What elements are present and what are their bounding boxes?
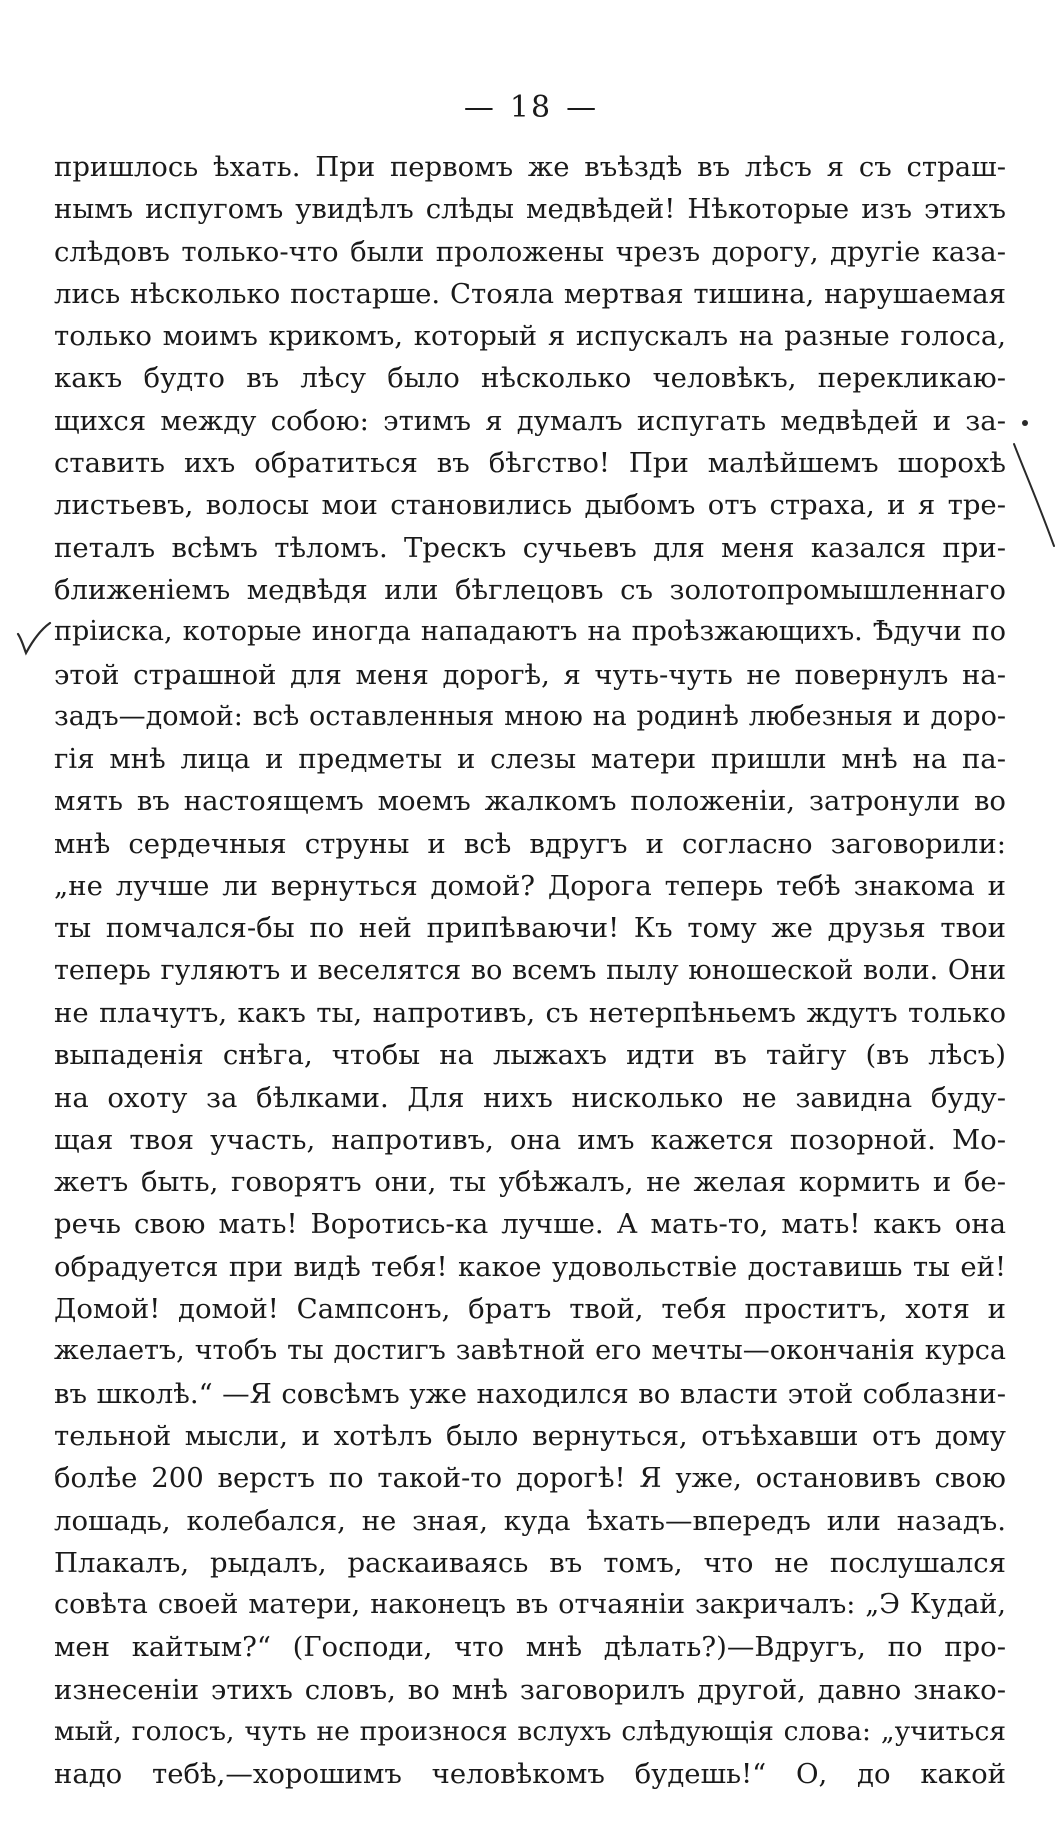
text-line: тельной мысли, и хотѣлъ было вернуться, отъѣхавши отъ дому <box>54 1419 1006 1452</box>
text-line: петалъ всѣмъ тѣломъ. Трескъ сучьевъ для меня казался при- <box>54 531 1006 564</box>
margin-dot-mark-icon <box>1022 420 1028 426</box>
text-line: только моимъ крикомъ, который я испускалъ на разные голоса, <box>54 320 1006 353</box>
text-line: мнѣ сердечныя струны и всѣ вдругъ и согласно заговорили: <box>54 827 1006 860</box>
text-line: Плакалъ, рыдалъ, раскаиваясь въ томъ, что не послушался <box>54 1546 1006 1579</box>
page-number: 18 <box>509 90 553 125</box>
text-line: лись нѣсколько постарше. Стояла мертвая тишина, нарушаемая <box>54 277 1006 310</box>
text-line: щихся между собою: этимъ я думалъ испугать медвѣдей и за- <box>54 404 1006 437</box>
text-line: ты помчался-бы по ней припѣваючи! Къ тому же друзья твои <box>54 912 1006 945</box>
page-number-header <box>0 88 1062 128</box>
text-line: Домой! домой! Сампсонъ, братъ твой, тебя проститъ, хотя и <box>54 1293 1006 1326</box>
text-line: пріиска, которые иногда нападаютъ на проѣзжающихъ. Ѣдучи по <box>54 616 1006 648</box>
text-line: „не лучше ли вернуться домой? Дорога теперь тебѣ знакома и <box>54 870 1006 903</box>
text-line: мен кайтым?“ (Господи, что мнѣ дѣлать?)—Вдругъ, по про- <box>54 1631 1006 1664</box>
text-line: выпаденія снѣга, чтобы на лыжахъ идти въ тайгу (въ лѣсъ) <box>54 1039 1006 1072</box>
margin-check-mark-icon <box>14 620 54 656</box>
text-line: мять въ настоящемъ моемъ жалкомъ положеніи, затронули во <box>54 785 1006 818</box>
header-dash-right: — <box>566 90 599 125</box>
text-line: болѣе 200 верстъ по такой-то дорогѣ! Я уже, остановивъ свою <box>54 1462 1006 1495</box>
text-line: жетъ быть, говорятъ они, ты убѣжалъ, не желая кормить и бе- <box>54 1166 1006 1199</box>
margin-stroke-mark-icon <box>1010 440 1058 550</box>
text-line: мый, голосъ, чуть не произнося вслухъ слѣдующія слова: „учиться <box>54 1715 1006 1747</box>
text-line: листьевъ, волосы мои становились дыбомъ отъ страха, и я тре- <box>54 489 1006 522</box>
body-text <box>54 146 1006 1796</box>
text-line: совѣта своей матери, наконецъ въ отчаяніи закричалъ: „Э Кудай, <box>54 1589 1006 1621</box>
text-line: ставить ихъ обратиться въ бѣгство! При малѣйшемъ шорохѣ <box>54 447 1006 480</box>
text-line: пришлось ѣхать. При первомъ же въѣздѣ въ лѣсъ я съ страш- <box>54 151 1006 183</box>
text-line: изнесеніи этихъ словъ, во мнѣ заговорилъ другой, давно знако- <box>54 1673 1006 1706</box>
text-line: въ школѣ.“ —Я совсѣмъ уже находился во власти этой соблазни- <box>54 1377 1006 1410</box>
header-dash-left: — <box>463 90 496 125</box>
text-line: на охоту за бѣлками. Для нихъ нисколько не завидна буду- <box>54 1081 1006 1114</box>
text-line: задъ—домой: всѣ оставленныя мною на родинѣ любезныя и доро- <box>54 700 1006 732</box>
text-line: гія мнѣ лица и предметы и слезы матери пришли мнѣ на па- <box>54 743 1006 776</box>
text-line: этой страшной для меня дорогѣ, я чуть-чуть не повернулъ на- <box>54 658 1006 691</box>
text-line: обрадуется при видѣ тебя! какое удовольствіе доставишь ты ей! <box>54 1250 1006 1283</box>
text-line: ближеніемъ медвѣдя или бѣглецовъ съ золотопромышленнаго <box>54 573 1006 606</box>
text-line: желаетъ, чтобъ ты достигъ завѣтной его мечты—окончанія курса <box>54 1335 1006 1367</box>
text-line: теперь гуляютъ и веселятся во всемъ пылу юношеской воли. Они <box>54 954 1006 986</box>
text-line: нымъ испугомъ увидѣлъ слѣды медвѣдей! Нѣкоторые изъ этихъ <box>54 193 1006 226</box>
text-line: какъ будто въ лѣсу было нѣсколько человѣкъ, перекликаю- <box>54 362 1006 395</box>
text-line: речь свою мать! Воротись-ка лучше. А мать-то, мать! какъ она <box>54 1208 1006 1241</box>
text-line: не плачутъ, какъ ты, напротивъ, съ нетерпѣньемъ ждутъ только <box>54 996 1006 1029</box>
text-line: слѣдовъ только-что были проложены чрезъ дорогу, другіе каза- <box>54 235 1006 268</box>
text-line: лошадь, колебался, не зная, куда ѣхать—впередъ или назадъ. <box>54 1504 1006 1537</box>
text-line: надо тебѣ,—хорошимъ человѣкомъ будешь!“ О, до какой <box>54 1758 1006 1791</box>
text-line: щая твоя участь, напротивъ, она имъ кажется позорной. Мо- <box>54 1123 1006 1156</box>
